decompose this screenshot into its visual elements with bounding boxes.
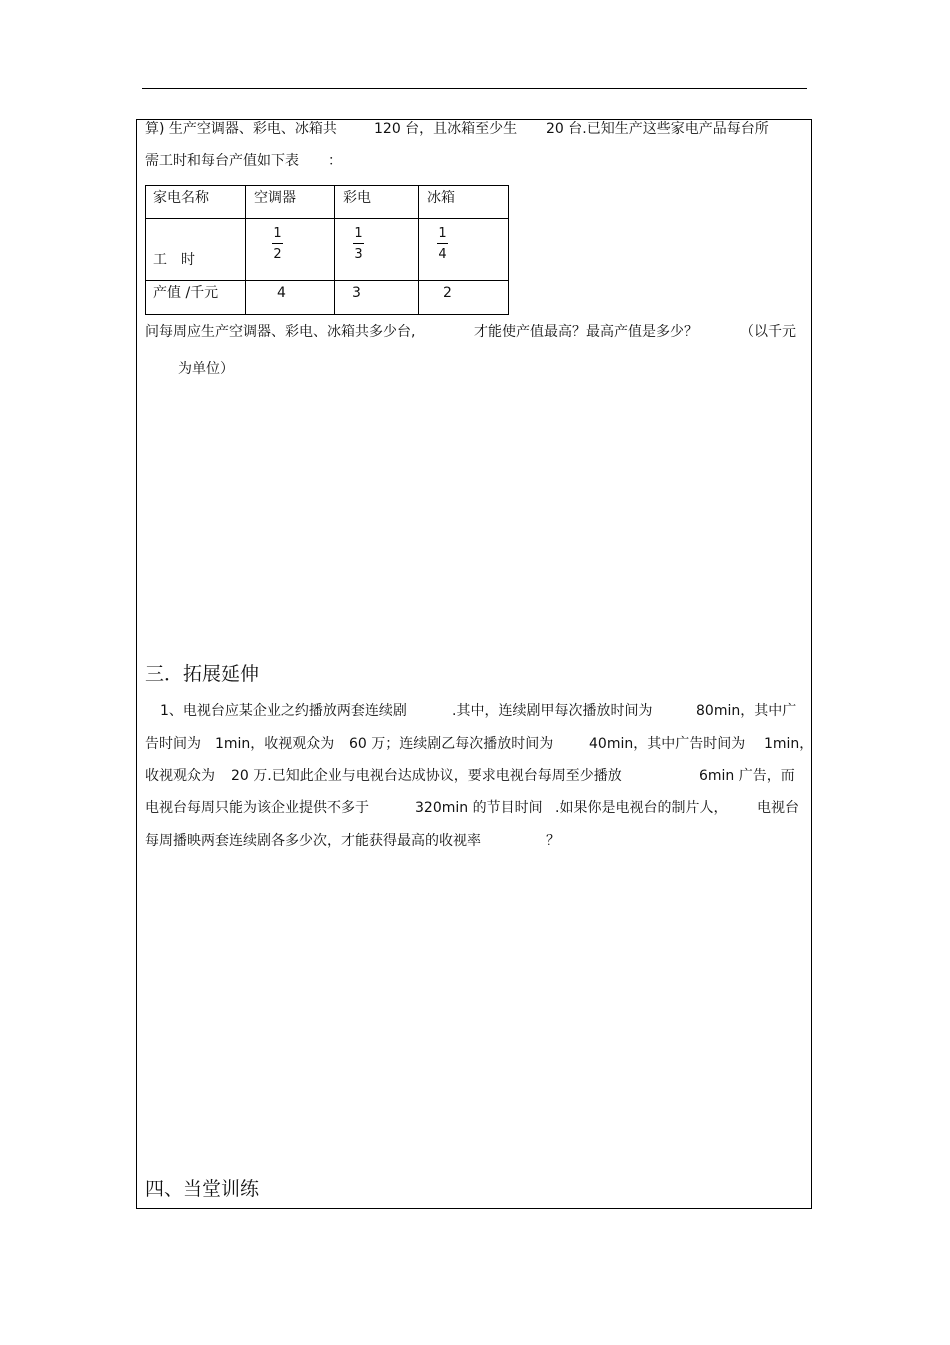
- problem-line-1-a: 算) 生产空调器、彩电、冰箱共: [145, 121, 337, 137]
- problem-line-2-a: 需工时和每台产值如下表: [145, 153, 299, 169]
- section-heading-practice: 四、当堂训练: [145, 1178, 260, 1200]
- question-a: 问每周应生产空调器、彩电、冰箱共多少台,: [145, 324, 416, 340]
- table-cell-fraction: [419, 219, 509, 281]
- table-header-cell: 彩电: [335, 186, 419, 219]
- table-header-cell: 冰箱: [419, 186, 509, 219]
- question-d: 为单位）: [178, 361, 234, 377]
- table-header-row: [146, 186, 509, 219]
- appliance-table: [145, 185, 509, 315]
- table-cell: 2: [419, 281, 509, 315]
- problem-line-2-b: ：: [328, 153, 342, 169]
- table-cell: 4: [246, 281, 335, 315]
- table-row-label: 工 时: [146, 219, 246, 281]
- question-c: （以千元: [740, 324, 796, 340]
- fraction: 1 3: [354, 226, 363, 262]
- table-cell-fraction: [335, 219, 419, 281]
- table-row-label: 产值 /千元: [146, 281, 246, 315]
- table-cell: 3: [335, 281, 419, 315]
- table-row-value: [146, 281, 509, 315]
- question-b: 才能使产值最高？最高产值是多少？: [474, 324, 698, 340]
- problem-line-1-c: 20 台.已知生产这些家电产品每台所: [546, 121, 769, 137]
- fraction: 1 4: [438, 226, 447, 262]
- problem-line-1-b: 120 台，且冰箱至少生: [374, 121, 518, 137]
- table-row-hours: [146, 219, 509, 281]
- table-header-cell: 家电名称: [146, 186, 246, 219]
- table-cell-fraction: [246, 219, 335, 281]
- fraction: 1 2: [273, 226, 282, 262]
- table-header-cell: 空调器: [246, 186, 335, 219]
- header-rule: [142, 88, 807, 89]
- section-heading-extension: 三．拓展延伸: [145, 663, 260, 685]
